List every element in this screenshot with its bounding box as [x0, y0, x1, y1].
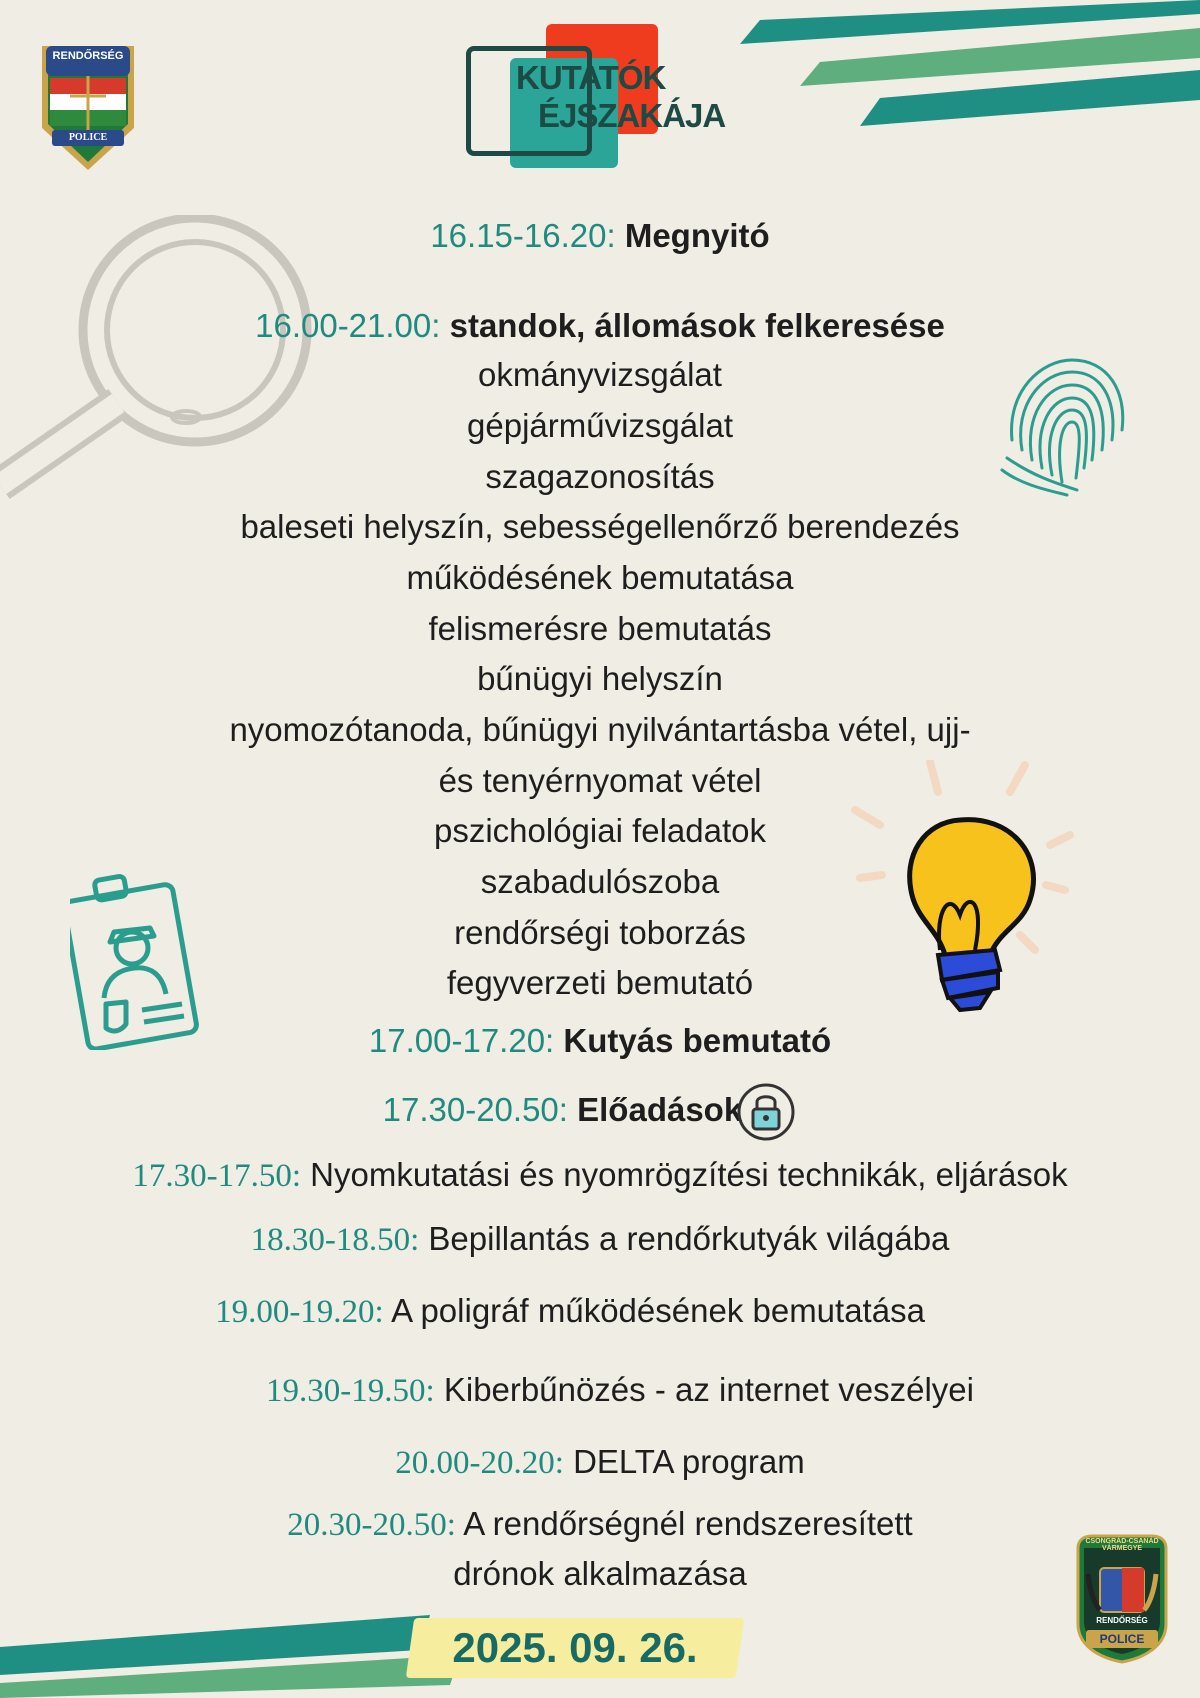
- stand-item: bűnügyi helyszín: [477, 660, 723, 697]
- talk-title: DELTA program: [573, 1443, 805, 1480]
- badge-left-top-text: RENDŐRSÉG: [52, 50, 124, 62]
- talk-title: Nyomkutatási és nyomrögzítési technikák, eljárások: [310, 1156, 1068, 1193]
- lectures-title: Előadások: [577, 1091, 743, 1128]
- stand-item: szabadulószoba: [480, 863, 720, 900]
- talk-row: [0, 1219, 1200, 1260]
- stand-item: rendőrségi toborzás: [454, 914, 746, 951]
- opening-title: Megnyitó: [624, 217, 770, 254]
- talk-row: [0, 1504, 1200, 1545]
- dog-show-title: Kutyás bemutató: [563, 1022, 832, 1059]
- stand-item: fegyverzeti bemutató: [446, 964, 754, 1001]
- badge-right-bottom-text: POLICE: [1099, 1632, 1145, 1646]
- stand-item: gépjárművizsgálat: [467, 407, 733, 444]
- bottom-stripes: [0, 1605, 460, 1698]
- logo-line-2: ÉJSZAKÁJA: [538, 97, 726, 134]
- opening-time: 16.15-16.20:: [430, 217, 616, 254]
- logo-line-1: KUTATÓK: [516, 59, 666, 96]
- stands-row: [0, 306, 1200, 346]
- stand-item: és tenyérnyomat vétel: [438, 762, 762, 799]
- event-date-text: 2025. 09. 26.: [452, 1624, 698, 1671]
- event-logo: [462, 24, 742, 174]
- talk-time: 19.30-19.50:: [266, 1373, 435, 1409]
- talk-time: 20.30-20.50:: [287, 1507, 456, 1543]
- talk-title-continued: drónok alkalmazása: [453, 1555, 747, 1592]
- badge-left-bottom-text: POLICE: [68, 132, 108, 143]
- dog-show-row: [0, 1021, 1200, 1061]
- badge-right-mid-text: RENDŐRSÉG: [1096, 1616, 1148, 1625]
- stand-item: baleseti helyszín, sebességellenőrző berendezés: [240, 508, 960, 545]
- dog-show-time: 17.00-17.20:: [368, 1022, 555, 1059]
- police-badge-left: [36, 36, 140, 172]
- talk-time: 19.00-19.20:: [215, 1294, 384, 1330]
- stand-item: okmányvizsgálat: [478, 356, 722, 393]
- talk-time: 17.30-17.50:: [132, 1158, 301, 1194]
- top-stripes: [720, 0, 1200, 130]
- lectures-time: 17.30-20.50:: [382, 1091, 568, 1128]
- talk-time: 20.00-20.20:: [395, 1445, 564, 1481]
- talk-title: Kiberbűnözés - az internet veszélyei: [443, 1371, 974, 1408]
- talk-title: A rendőrségnél rendszeresített: [463, 1505, 913, 1542]
- padlock-icon: [736, 1082, 796, 1142]
- event-date: [410, 1618, 740, 1678]
- talk-title: A poligráf működésének bemutatása: [391, 1292, 925, 1329]
- badge-right-top-text: CSONGRÁD-CSANÁD VÁRMEGYE: [1085, 1538, 1159, 1552]
- talk-row: [0, 1442, 1200, 1483]
- stand-item: működésének bemutatása: [406, 559, 794, 596]
- police-badge-right: [1074, 1534, 1170, 1664]
- opening-row: [0, 216, 1200, 256]
- talk-row: [0, 1155, 1200, 1196]
- stand-item: nyomozótanoda, bűnügyi nyilvántartásba vétel, ujj-: [229, 711, 971, 748]
- talk-row: [20, 1370, 1200, 1411]
- talk-title: Bepillantás a rendőrkutyák világába: [428, 1220, 950, 1257]
- talk-time: 18.30-18.50:: [250, 1222, 420, 1258]
- stands-time: 16.00-21.00:: [255, 307, 441, 344]
- stand-item: felismerésre bemutatás: [428, 610, 772, 647]
- stand-item: szagazonosítás: [485, 458, 715, 495]
- lectures-row: [0, 1090, 1200, 1130]
- stands-title: standok, állomások felkeresése: [449, 307, 945, 344]
- stand-item: pszichológiai feladatok: [433, 812, 767, 849]
- talk-row: [0, 1291, 1170, 1332]
